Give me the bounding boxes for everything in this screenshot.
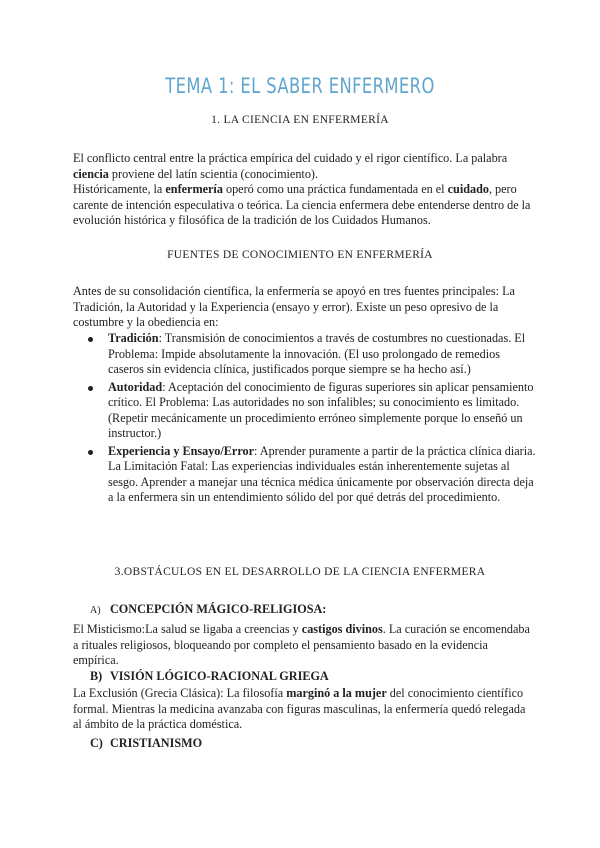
paragraph-misticismo bbox=[73, 622, 533, 669]
text-run: El conflicto central entre la práctica empírica del cuidado y el rigor científico. La palabra bbox=[73, 151, 508, 165]
bullet-list-fuentes bbox=[84, 331, 536, 508]
bullet-icon bbox=[88, 386, 93, 391]
subheading-c bbox=[90, 736, 202, 752]
bullet-icon bbox=[88, 450, 93, 455]
list-marker: C) bbox=[90, 736, 103, 750]
list-item bbox=[84, 331, 536, 378]
text-run: . La curación se encomendaba a rituales religiosos, bloqueando por completo el pensamiento basado en la evidencia empírica. bbox=[73, 622, 530, 667]
subheading-b bbox=[90, 669, 329, 685]
text-run: El Misticismo:La salud se ligaba a creencias y bbox=[73, 622, 302, 636]
text-run: : Transmisión de conocimientos a través de costumbres no cuestionadas. El Problema: Impide absolutamente la innovación. (El uso prolongado de remedios caseros sin evidencia clínica, justificados porque siempre se ha hecho así.) bbox=[108, 331, 526, 376]
text-run: Históricamente, la bbox=[73, 182, 166, 196]
bold-term: enfermería bbox=[165, 182, 223, 196]
bold-term: Experiencia y Ensayo/Error bbox=[108, 443, 255, 458]
paragraph-conflicto bbox=[73, 151, 533, 229]
text-run: : Aprender puramente a partir de la práctica clínica diaria. La Limitación Fatal: Las experiencias individuales están inherentemente sujetas al sesgo. Aprender a manejar una técnica médica únicamente por observación directa deja a la enfermera sin un entendimiento sólido del por qué detrás del procedimiento. bbox=[108, 443, 536, 504]
bold-term: castigos divinos bbox=[301, 622, 383, 636]
subheading-title: VISIÓN LÓGICO-RACIONAL GRIEGA bbox=[110, 669, 329, 683]
list-marker: A) bbox=[90, 605, 101, 616]
text-run: operó como una práctica fundamentada en el bbox=[222, 182, 448, 196]
bold-term: Autoridad bbox=[108, 379, 163, 394]
subheading-title: CRISTIANISMO bbox=[110, 736, 203, 750]
text-run: : Aceptación del conocimiento de figuras superiores sin aplicar pensamiento crítico. El Problema: Las autoridades no son infalibles; su conocimiento es limitado. (Repetir mecánicamente un procedimiento erróneo simplemente porque lo enseñó un instructor.) bbox=[108, 379, 534, 440]
bold-term: cuidado bbox=[447, 182, 489, 196]
paragraph-fuentes-intro: Antes de su consolidación científica, la enfermería se apoyó en tres fuentes principales: La Tradición, la Autoridad y la Experiencia (ensayo y error). Existe un peso opresivo de la costumbre y la obediencia en: bbox=[73, 284, 515, 329]
list-item bbox=[84, 444, 536, 506]
bold-term: ciencia bbox=[73, 166, 109, 181]
list-marker: B) bbox=[90, 669, 103, 683]
paragraph-exclusion bbox=[73, 686, 533, 733]
subheading-a bbox=[90, 602, 326, 619]
text-run: proviene del latín scientia (conocimiento). bbox=[108, 166, 319, 181]
bold-term: marginó a la mujer bbox=[286, 686, 387, 700]
section-heading-obstaculos: 3.OBSTÁCULOS EN EL DESARROLLO DE LA CIENCIA ENFERMERA bbox=[114, 566, 486, 578]
section-heading-fuentes: FUENTES DE CONOCIMIENTO EN ENFERMERÍA bbox=[167, 249, 433, 261]
section-heading-ciencia: 1. LA CIENCIA EN ENFERMERÍA bbox=[211, 114, 389, 126]
text-run: La Exclusión (Grecia Clásica): La filosofía bbox=[73, 686, 287, 700]
text-run: , pero carente de intención especulativa o teórica. La ciencia enfermera debe entenderse dentro de la evolución histórica y filosófica de la tradición de los Cuidados Humanos. bbox=[73, 182, 531, 227]
text-run: del conocimiento científico formal. Mientras la medicina avanzaba con figuras masculinas, la enfermería quedó relegada al ámbito de la práctica doméstica. bbox=[73, 686, 526, 731]
list-item bbox=[84, 380, 536, 442]
document-title: TEMA 1: EL SABER ENFERMERO bbox=[165, 74, 435, 98]
bullet-icon bbox=[88, 337, 93, 342]
bold-term: Tradición bbox=[108, 331, 159, 345]
subheading-title: CONCEPCIÓN MÁGICO-RELIGIOSA: bbox=[110, 602, 327, 616]
